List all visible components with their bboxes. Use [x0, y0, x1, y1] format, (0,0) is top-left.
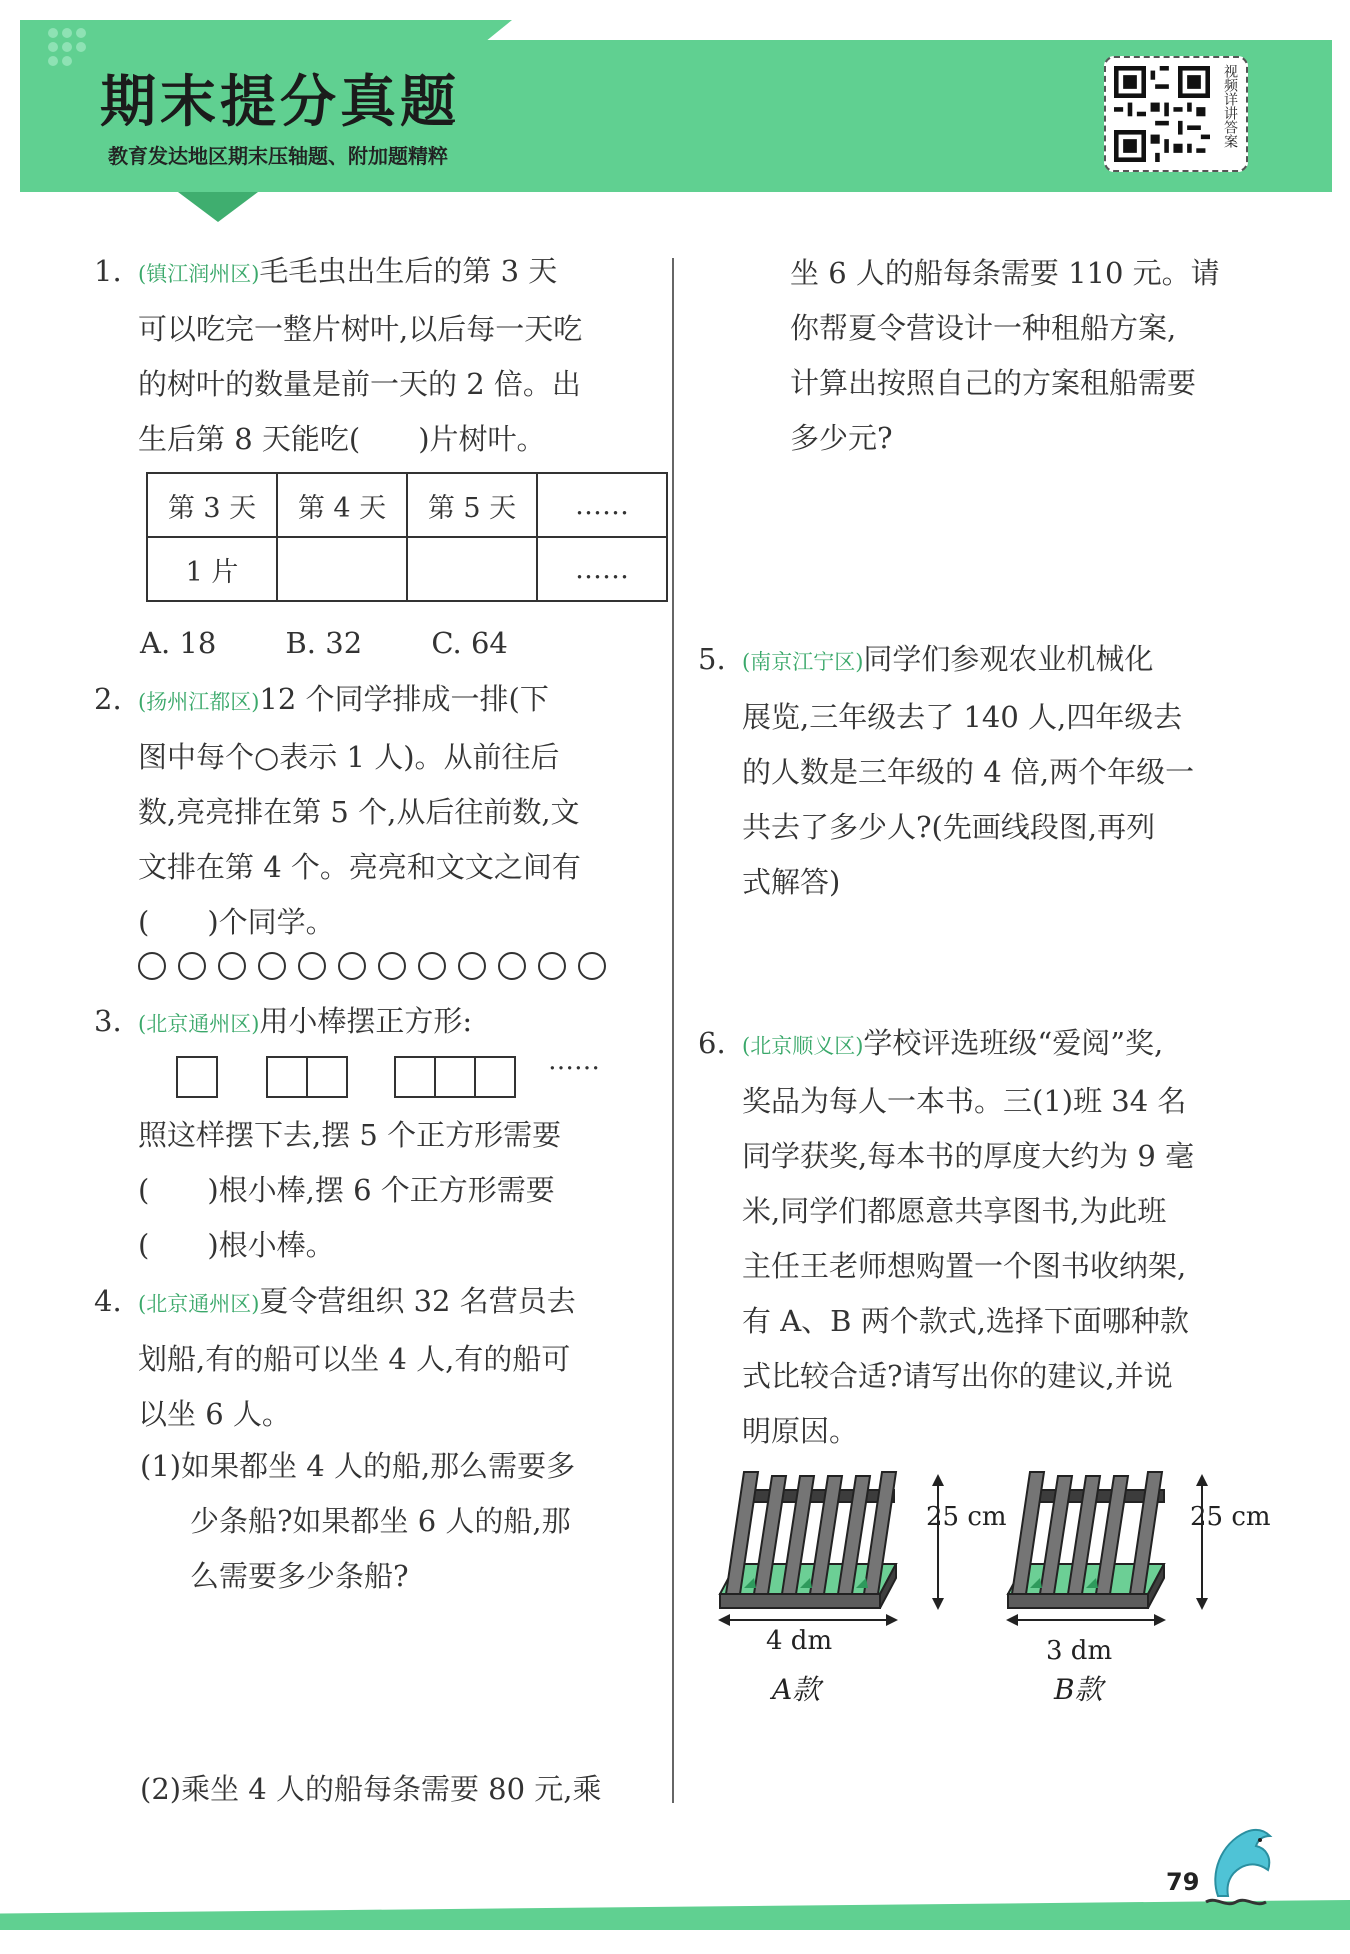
q5-line: 共去了多少人?(先画线段图,再列 — [742, 810, 1156, 844]
decorative-dots — [48, 28, 88, 86]
q1-line: 可以吃完一整片树叶,以后每一天吃 — [138, 312, 583, 346]
table-header: 第 4 天 — [277, 473, 407, 537]
person-circle — [138, 952, 166, 980]
q4-part1-line: 少条船?如果都坐 6 人的船,那 — [190, 1504, 571, 1538]
option-a[interactable]: A. 18 — [140, 626, 217, 660]
pattern-ellipsis: …… — [548, 1046, 600, 1076]
shelf-b-height: 25 cm — [1190, 1502, 1271, 1532]
q2-source: (扬州江都区) — [138, 690, 260, 714]
q1-options — [140, 616, 568, 671]
q4-number: 4. — [94, 1284, 122, 1318]
q5-line: 同学们参观农业机械化 — [863, 642, 1154, 676]
q5-source: (南京江宁区) — [742, 650, 864, 674]
table-cell — [407, 537, 537, 601]
shelf-b-drawing — [1008, 1472, 1164, 1608]
q4-text — [138, 1274, 658, 1442]
person-circle — [458, 952, 486, 980]
table-cell: 1 片 — [147, 537, 277, 601]
table-header: 第 5 天 — [407, 473, 537, 537]
q3-text-continued — [138, 1108, 658, 1273]
q4-part2-start: (2)乘坐 4 人的船每条需要 80 元,乘 — [140, 1772, 602, 1806]
person-circle — [498, 952, 526, 980]
q1-source: (镇江润州区) — [138, 262, 260, 286]
table-header: …… — [537, 473, 667, 537]
q1-line: 的树叶的数量是前一天的 2 倍。出 — [138, 367, 581, 401]
q1-table — [146, 472, 668, 602]
q1-text — [138, 244, 658, 467]
q4-part1 — [140, 1439, 660, 1604]
q6-line: 同学获奖,每本书的厚度大约为 9 毫 — [742, 1139, 1195, 1173]
q3-line: 用小棒摆正方形: — [259, 1004, 473, 1038]
q6-line: 学校评选班级“爱阅”奖, — [863, 1026, 1164, 1060]
person-circle — [538, 952, 566, 980]
q4-part2-line: 计算出按照自己的方案租船需要 — [790, 366, 1197, 400]
header-pointer — [178, 192, 258, 222]
q3-line: ( )根小棒,摆 6 个正方形需要 — [138, 1173, 555, 1207]
q4-part2-line: 坐 6 人的船每条需要 110 元。请 — [790, 256, 1220, 290]
footer-band — [0, 1900, 1350, 1930]
person-circle — [298, 952, 326, 980]
q6-line: 米,同学们都愿意共享图书,为此班 — [742, 1194, 1167, 1228]
table-header: 第 3 天 — [147, 473, 277, 537]
q3-line: 照这样摆下去,摆 5 个正方形需要 — [138, 1118, 562, 1152]
q3-line: ( )根小棒。 — [138, 1228, 335, 1262]
q6-source: (北京顺义区) — [742, 1034, 864, 1058]
q6-number: 6. — [698, 1026, 726, 1060]
shelf-b-width: 3 dm — [1046, 1636, 1113, 1666]
q4-part1-line: 么需要多少条船? — [190, 1559, 409, 1593]
q1-line: 生后第 8 天能吃( )片树叶。 — [138, 422, 546, 456]
person-circle — [258, 952, 286, 980]
q5-line: 展览,三年级去了 140 人,四年级去 — [742, 700, 1183, 734]
q2-text — [138, 672, 658, 950]
dolphin-icon — [1200, 1818, 1280, 1908]
q5-number: 5. — [698, 642, 726, 676]
q2-circle-row — [138, 950, 608, 984]
shelf-a-height: 25 cm — [926, 1502, 1007, 1532]
q6-line: 式比较合适?请写出你的建议,并说 — [742, 1359, 1173, 1393]
q1-line: 毛毛虫出生后的第 3 天 — [259, 254, 558, 288]
option-b[interactable]: B. 32 — [285, 626, 363, 660]
q2-line: 数,亮亮排在第 5 个,从后往前数,文 — [138, 795, 580, 829]
q6-line: 明原因。 — [742, 1414, 859, 1448]
table-cell — [277, 537, 407, 601]
q3-source: (北京通州区) — [138, 1012, 260, 1036]
qr-label: 视频详讲答案 — [1222, 64, 1238, 148]
q3-square-pattern — [178, 1046, 658, 1100]
q4-part2-continued — [790, 246, 1310, 466]
q5-text — [742, 632, 1282, 910]
shelf-a-width: 4 dm — [766, 1626, 833, 1656]
q2-line: 图中每个○表示 1 人)。从前往后 — [138, 740, 560, 774]
three-squares — [396, 1056, 516, 1098]
q5-line: 的人数是三年级的 4 倍,两个年级一 — [742, 755, 1195, 789]
q6-line: 有 A、B 两个款式,选择下面哪种款 — [742, 1304, 1189, 1338]
page-title: 期末提分真题 — [100, 70, 460, 135]
shelf-b-label: B款 — [1054, 1673, 1103, 1706]
two-squares — [268, 1056, 348, 1098]
q6-line: 奖品为每人一本书。三(1)班 34 名 — [742, 1084, 1187, 1118]
q4-line: 夏令营组织 32 名营员去 — [259, 1284, 576, 1318]
column-divider — [672, 258, 674, 1803]
q5-line: 式解答) — [742, 865, 841, 899]
q4-source: (北京通州区) — [138, 1292, 260, 1316]
page-number: 79 — [1166, 1868, 1200, 1896]
person-circle — [218, 952, 246, 980]
table-cell: …… — [537, 537, 667, 601]
q3-number: 3. — [94, 1004, 122, 1038]
q4-part2-line: 你帮夏令营设计一种租船方案, — [790, 311, 1177, 345]
person-circle — [178, 952, 206, 980]
person-circle — [418, 952, 446, 980]
q6-text — [742, 1016, 1282, 1459]
q2-line: ( )个同学。 — [138, 905, 335, 939]
person-circle — [378, 952, 406, 980]
q2-line: 12 个同学排成一排(下 — [259, 682, 549, 716]
q4-line: 以坐 6 人。 — [138, 1397, 291, 1431]
q4-part1-line: (1)如果都坐 4 人的船,那么需要多 — [140, 1449, 576, 1483]
person-circle — [338, 952, 366, 980]
page-subtitle: 教育发达地区期末压轴题、附加题精粹 — [108, 144, 448, 168]
shelf-a-label: A款 — [772, 1673, 821, 1706]
q3-text — [138, 994, 658, 1052]
q4-part2-line: 多少元? — [790, 421, 893, 455]
q4-line: 划船,有的船可以坐 4 人,有的船可 — [138, 1342, 571, 1376]
q2-line: 文排在第 4 个。亮亮和文文之间有 — [138, 850, 581, 884]
one-square — [178, 1056, 218, 1098]
q2-number: 2. — [94, 682, 122, 716]
qr-code-icon[interactable] — [1114, 66, 1210, 162]
q6-line: 主任王老师想购置一个图书收纳架, — [742, 1249, 1187, 1283]
option-c[interactable]: C. 64 — [431, 626, 508, 660]
qr-code-box[interactable] — [1104, 56, 1248, 172]
book-shelf-figure — [700, 1450, 1300, 1706]
person-circle — [578, 952, 606, 980]
q1-number: 1. — [94, 254, 122, 288]
shelf-a-drawing — [720, 1472, 896, 1608]
